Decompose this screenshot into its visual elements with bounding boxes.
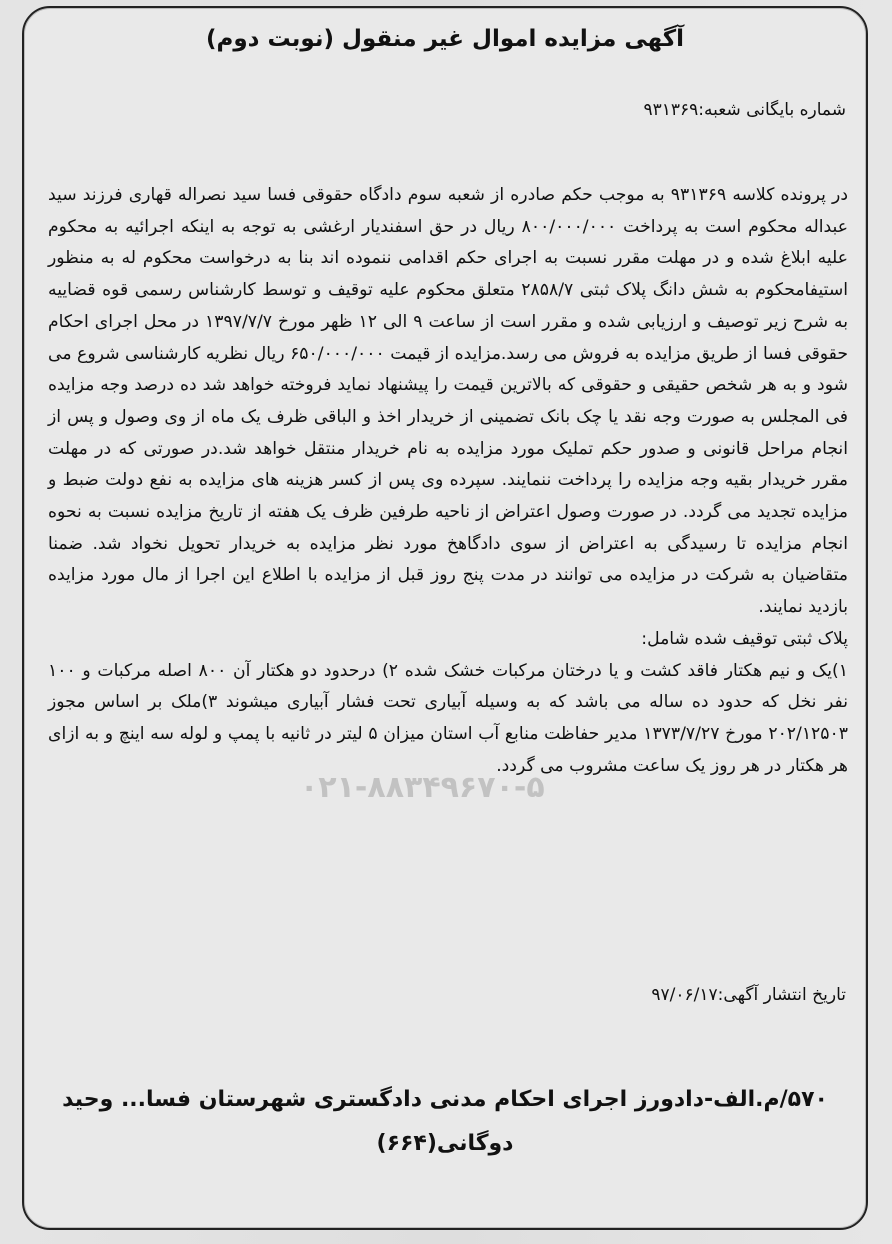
items-heading: پلاک ثبتی توقیف شده شامل: bbox=[641, 628, 848, 649]
archive-number: شماره بایگانی شعبه:۹۳۱۳۶۹ bbox=[643, 100, 846, 120]
signature-line-1: ۵۷۰/م.الف-دادورز اجرای احکام مدنی دادگستری شهرستان فسا... وحید bbox=[62, 1087, 828, 1112]
signature-line-2: دوگانی(۶۶۴) bbox=[376, 1131, 514, 1156]
publish-date: تاریخ انتشار آگهی:۹۷/۰۶/۱۷ bbox=[651, 985, 846, 1005]
notice-signature bbox=[60, 1078, 830, 1166]
notice-title: آگهی مزایده اموال غیر منقول (نوبت دوم) bbox=[205, 26, 685, 52]
items-list: ۱)یک و نیم هکتار فاقد کشت و یا درختان مرکبات خشک شده ۲) درحدود دو هکتار آن ۸۰۰ اصله مرکبات و ۱۰۰ نفر نخل که حدود ده ساله می باشد که به وسیله آبیاری تحت فشار آبیاری میشوند ۳)ملک بر اساس مجوز ۲۰۲/۱۲۵۰۳ مورخ ۱۳۷۳/۷/۲۷ مدیر حفاظت منابع آب استان میزان ۵ لیتر در ثانیه با پمپ و لوله سه اینچ و به ازای هر هکتار در هر روز یک ساعت مشروب می گردد. bbox=[48, 660, 848, 776]
notice-body bbox=[48, 180, 848, 782]
notice-paragraph: در پرونده کلاسه ۹۳۱۳۶۹ به موجب حکم صادره از شعبه سوم دادگاه حقوقی فسا سید نصراله قهاری فرزند سید عبداله محکوم است به پرداخت ۸۰۰/۰۰۰/۰۰۰ ریال در حق اسفندیار ارغشی به توجه به اینکه اجرائیه به محکوم علیه ابلاغ شده و در مهلت مقرر نسبت به اجرای حکم اقدامی ننموده اند بنا به درخواست محکوم له به منظور استیفامحکوم به شش دانگ پلاک ثبتی ۲۸۵۸/۷ متعلق محکوم علیه توقیف و توسط کارشناس رسمی قوه قضاییه به شرح زیر توصیف و ارزیابی شده و مقرر است از ساعت ۹ الی ۱۲ ظهر مورخ ۱۳۹۷/۷/۷ در محل اجرای احکام حقوقی فسا از طریق مزایده به فروش می رسد.مزایده از قیمت ۶۵۰/۰۰۰/۰۰۰ ریال نظریه کارشناسی شروع می شود و به هر شخص حقیقی و حقوقی که بالاترین قیمت را پیشنهاد نماید فروخته خواهد شد ده درصد وجه مزایده فی المجلس به صورت وجه نقد یا چک بانک تضمینی از خریدار اخذ و الباقی ظرف یک ماه از وی وصول و پس از انجام مراحل قانونی و صدور حکم تملیک مورد مزایده به نام خریدار منتقل خواهد شد.در صورتی که در مهلت مقرر خریدار بقیه وجه مزایده را پرداخت ننمایند. سپرده وی پس از کسر هزینه های مزایده به نفع دولت ضبط و مزایده تجدید می گردد. در صورت وصول اعتراض از ناحیه طرفین ظرف یک هفته از تاریخ مزایده نسبت به نحوه انجام مزایده تا رسیدگی به اعتراض از سوی دادگاهخ مورد نظر مزایده به خریدار تحویل نخواد شد. ضمنا متقاضیان به شرکت در مزایده می توانند در مدت پنج روز قبل از مزایده با اطلاع این اجرا از مال مورد مزایده بازدید نمایند. bbox=[48, 185, 849, 618]
watermark: ۰۲۱-۸۸۳۴۹۶۷۰-۵ bbox=[300, 770, 545, 805]
